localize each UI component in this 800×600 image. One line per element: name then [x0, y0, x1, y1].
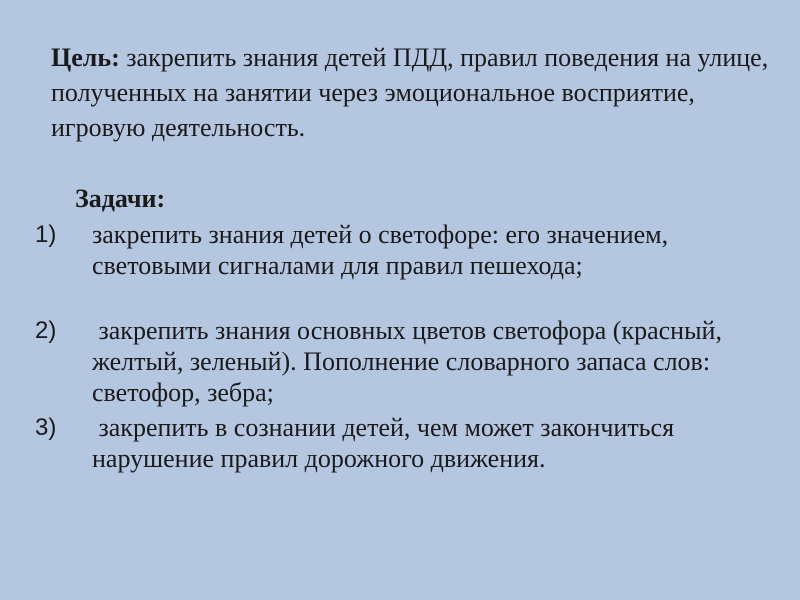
- task-number: 2): [35, 317, 57, 344]
- task-text: закрепить в сознании детей, чем может закончиться нарушение правил дорожного движения.: [92, 413, 681, 473]
- task-number: 1): [35, 221, 57, 248]
- task-number: 3): [35, 414, 57, 441]
- goal-paragraph: [51, 40, 771, 145]
- goal-text: закрепить знания детей ПДД, правил поведения на улице, полученных на занятии через эмоциональное восприятие, игровую деятельность.: [51, 43, 769, 142]
- task-text: закрепить знания детей о светофоре: его значением, световыми сигналами для правил пешехода;: [92, 220, 669, 280]
- goal-label: Цель:: [51, 43, 120, 72]
- task-text: закрепить знания основных цветов светофора (красный, желтый, зеленый). Пополнение словарного запаса слов: светофор, зебра;: [92, 316, 729, 407]
- tasks-heading: Задачи:: [75, 184, 166, 213]
